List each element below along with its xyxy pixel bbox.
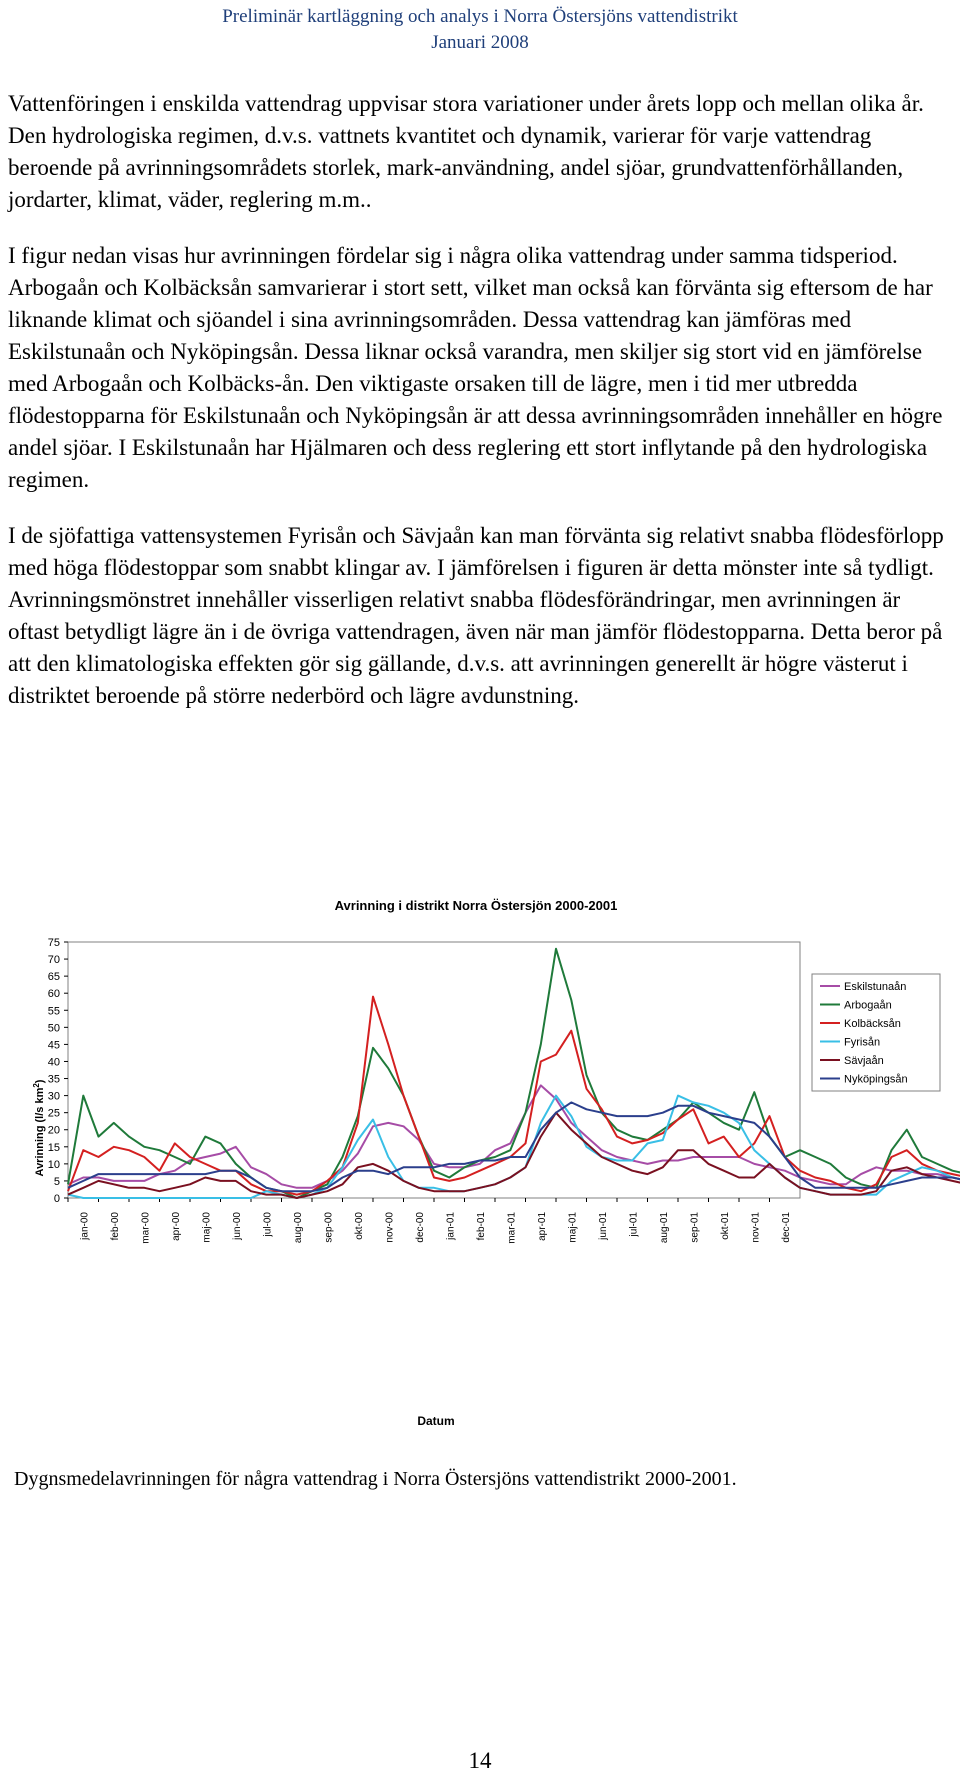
page-header [0,4,960,56]
x-tick-label: nov-01 [750,1212,762,1243]
y-tick-label: 0 [53,1193,60,1205]
x-axis-label: Datum [417,1414,455,1428]
figure-caption: Dygnsmedelavrinningen för några vattendrag i Norra Östersjöns vattendistrikt 2000-2001. [14,1468,737,1490]
y-tick-label: 30 [47,1090,60,1103]
plot-area-border [68,942,800,1198]
legend-label: Fyrisån [844,1036,881,1049]
x-tick-label: jun-00 [231,1212,243,1240]
y-tick-label: 65 [47,971,60,984]
y-tick-label: 75 [47,937,60,949]
x-tick-label: jun-01 [597,1212,609,1240]
paragraph-1: Vattenföringen i enskilda vattendrag uppvisar stora variationer under årets lopp och mellan olika år. Den hydrologiska regimen, d.v.s. vattnets kvantitet och dynamik, varierar för varje vattendrag beroende på avrinningsområdets storlek, mark-användning, andel sjöar, grundvattenförhållanden, jordarter, klimat, väder, reglering m.m.. [8,91,924,212]
x-tick-label: sep-01 [689,1212,701,1243]
x-tick-label: aug-01 [658,1212,670,1244]
y-axis-label-sup: 2 [31,1083,41,1088]
header-date: Januari 2008 [431,32,529,53]
x-tick-label: dec-01 [780,1212,792,1243]
x-tick-label: maj-00 [201,1212,213,1243]
y-tick-label: 35 [47,1073,60,1086]
legend-label: Sävjaån [844,1055,884,1067]
plot-frame [68,942,800,1198]
y-tick-label: 55 [47,1005,60,1018]
x-tick-label: dec-00 [414,1212,426,1243]
legend-label: Arbogaån [844,999,892,1012]
paragraph-3: I de sjöfattiga vattensystemen Fyrisån och Sävjaån kan man förvänta sig relativt snabba flödesförlopp med höga flödestoppar som snabbt klingar av. I jämförelsen i figuren är detta mönster inte så tydligt. Avrinningsmönstret innehåller visserligen relativt snabba flödesförändringar, men avrinningen är oftast betydligt lägre än i de övriga vattendragen, även när man jämför flödestopparna. Detta beror på att den klimatologiska effekten gör sig gällande, d.v.s. att avrinningen generellt är högre västerut i distriktet beroende på större nederbörd och lägre avdunstning. [8,523,944,708]
legend-label: Eskilstunaån [844,981,907,993]
y-tick-label: 25 [47,1107,60,1120]
y-tick-label: 50 [47,1022,60,1035]
y-tick-label: 70 [47,954,60,967]
x-tick-label: okt-00 [353,1212,365,1240]
y-tick-label: 15 [47,1141,60,1154]
chart-title: Avrinning i distrikt Norra Östersjön 2000-2001 [334,898,618,913]
x-tick-label: apr-00 [170,1212,182,1241]
y-tick-label: 60 [47,988,60,1001]
y-axis-label-end: ) [34,1079,46,1084]
y-tick-label: 40 [47,1056,60,1069]
x-tick-label: mar-00 [140,1212,152,1244]
x-tick-label: maj-01 [567,1212,579,1243]
x-tick-label: feb-00 [109,1212,121,1241]
x-tick-label: sep-00 [323,1212,335,1243]
y-tick-label: 10 [47,1158,60,1171]
page-number: 14 [468,1748,492,1773]
x-tick-label: apr-01 [536,1212,548,1241]
body-text [8,88,950,736]
runoff-chart [0,880,960,1440]
x-tick-label: okt-01 [719,1212,731,1240]
runoff-chart-svg [0,880,960,1440]
x-tick-label: jul-00 [262,1212,274,1237]
header-title: Preliminär kartläggning och analys i Norra Östersjöns vattendistrikt [222,6,738,27]
x-axis [68,1198,792,1244]
y-axis-label-main: Avrinning (l/s km [34,1087,46,1177]
x-tick-label: jan-01 [445,1212,457,1240]
x-tick-label: jul-01 [628,1212,640,1237]
y-axis-label [32,1079,47,1176]
series-line-eskilstunaan [68,1085,960,1187]
legend-label: Kolbäcksån [844,1018,901,1030]
x-tick-label: jan-00 [79,1212,91,1240]
x-tick-label: mar-01 [506,1212,518,1244]
x-tick-label: feb-01 [475,1212,487,1241]
y-tick-label: 45 [47,1039,60,1052]
y-axis [48,937,68,1205]
x-tick-label: nov-00 [384,1212,396,1243]
y-tick-label: 20 [47,1124,60,1137]
x-tick-label: aug-00 [292,1212,304,1244]
chart-legend [812,974,940,1091]
series-line-savjaan [68,1113,960,1198]
series-line-nykopingsan [68,1102,960,1191]
y-tick-label: 5 [53,1175,60,1188]
legend-label: Nyköpingsån [844,1073,908,1086]
paragraph-2: I figur nedan visas hur avrinningen fördelar sig i några olika vattendrag under samma tidsperiod. Arbogaån och Kolbäcksån samvarierar i stort sett, vilket man också kan förvänta sig eftersom de har liknande klimat och sjöandel i sina avrinningsområden. Dessa vattendrag kan jämföras med Eskilstunaån och Nyköpingsån. Dessa liknar också varandra, men skiljer sig stort vid en jämförelse med Arbogaån och Kolbäcks-ån. Den viktigaste orsaken till de lägre, men i tid mer utbredda flödestopparna för Eskilstunaån och Nyköpingsån är att dessa avrinningsområden innehåller en högre andel sjöar. I Eskilstunaån har Hjälmaren och dess reglering ett stort inflytande på den hydrologiska regimen. [8,243,943,492]
